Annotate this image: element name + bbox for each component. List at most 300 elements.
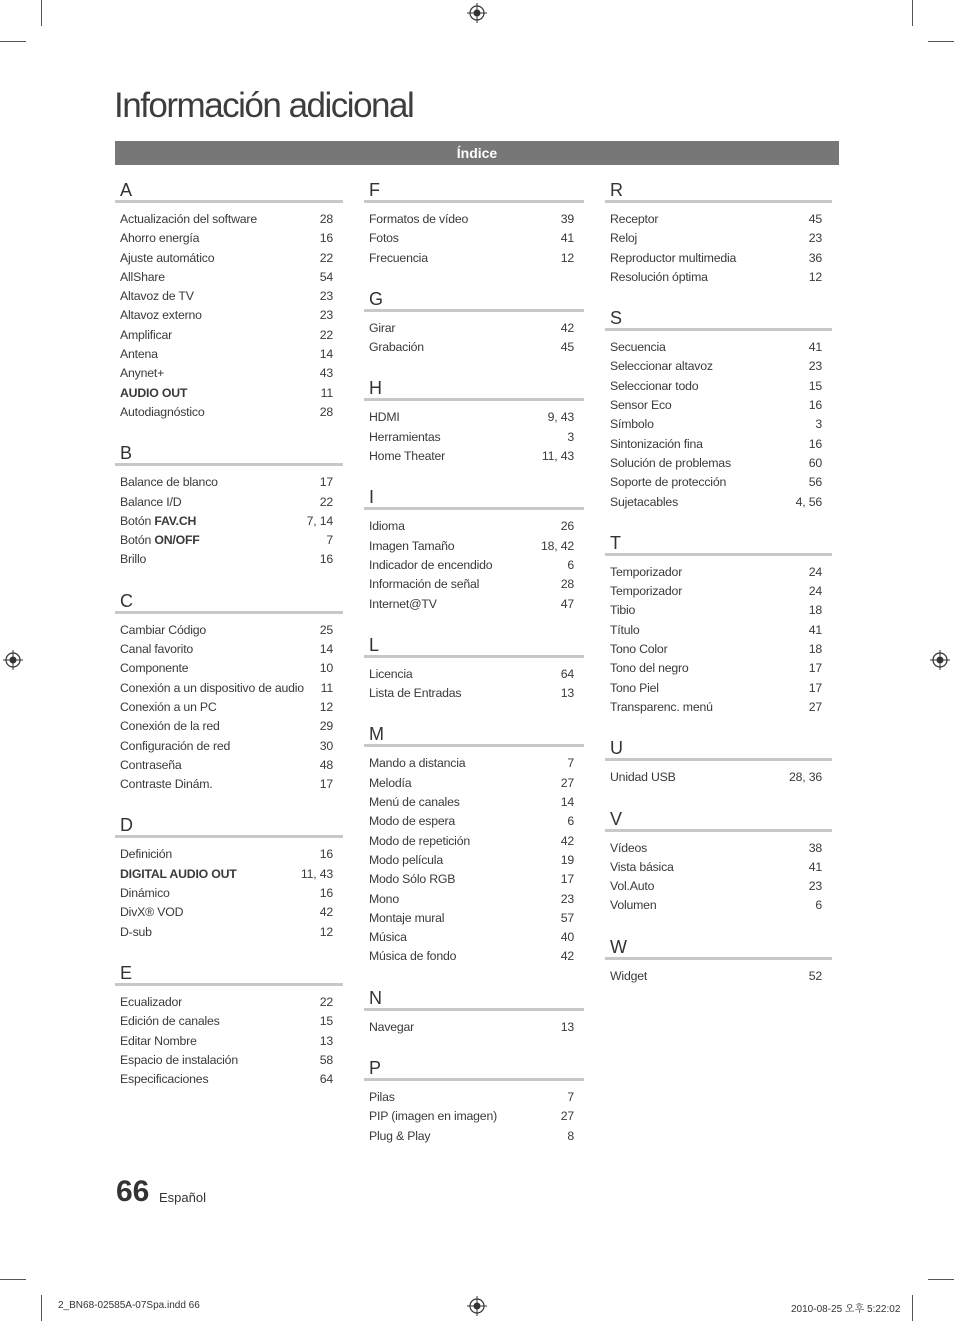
entry-term	[120, 531, 200, 550]
entry-page: 14	[560, 795, 574, 810]
entry-page: 17	[808, 661, 822, 676]
index-entry	[364, 229, 584, 248]
entry-term	[120, 493, 181, 512]
entry-page: 18, 42	[541, 538, 574, 553]
entry-term-text: Tono Piel	[610, 680, 659, 695]
index-entry	[364, 537, 584, 556]
registration-mark-icon	[3, 650, 23, 670]
entry-page: 39	[560, 212, 574, 226]
entry-term	[369, 812, 455, 831]
index-entry	[115, 845, 343, 864]
entry-page: 42	[560, 833, 574, 848]
entry-term	[120, 884, 170, 903]
entry-term	[369, 665, 413, 684]
entry-page: 64	[560, 666, 574, 681]
entry-page: 7	[326, 533, 333, 548]
crop-mark	[912, 1295, 913, 1321]
entry-term	[610, 493, 678, 512]
section-letter: M	[364, 724, 584, 747]
index-entry	[115, 512, 343, 531]
entry-term-text: Altavoz de TV	[120, 289, 194, 304]
entry-page: 22	[319, 327, 333, 342]
index-section	[605, 533, 832, 717]
entry-page: 57	[560, 910, 574, 925]
entry-term	[610, 563, 682, 582]
entry-page: 13	[319, 1033, 333, 1048]
section-letter: P	[364, 1058, 584, 1081]
entry-term	[610, 679, 659, 698]
entry-page: 16	[319, 847, 333, 862]
entry-page: 52	[808, 968, 822, 983]
entry-page: 27	[560, 1109, 574, 1124]
entry-term	[610, 621, 640, 640]
entry-page: 17	[560, 872, 574, 887]
index-entry	[364, 1088, 584, 1107]
entry-term	[610, 640, 667, 659]
index-entry	[115, 923, 343, 942]
index-section	[364, 487, 584, 613]
entry-page: 12	[560, 250, 574, 265]
index-entry	[115, 775, 343, 794]
page-language: Español	[159, 1190, 206, 1205]
index-entry	[605, 396, 832, 415]
index-entry	[605, 268, 832, 287]
index-section	[364, 635, 584, 704]
index-entry	[364, 832, 584, 851]
entry-term	[369, 947, 456, 966]
index-entry	[364, 210, 584, 229]
index-entry	[364, 774, 584, 793]
entry-term	[610, 435, 703, 454]
entry-page: 16	[319, 231, 333, 246]
index-entry	[364, 1127, 584, 1146]
entry-term-text: D-sub	[120, 924, 152, 939]
index-entry	[605, 768, 832, 787]
index-entry	[115, 884, 343, 903]
section-letter: I	[364, 487, 584, 510]
index-entry	[364, 338, 584, 357]
index-entry	[115, 268, 343, 287]
entry-term-text: Configuración de red	[120, 738, 231, 753]
entry-term-text: Licencia	[369, 666, 413, 681]
entry-page: 45	[560, 340, 574, 355]
entry-page: 25	[319, 622, 333, 637]
entry-term-text: Modo película	[369, 852, 443, 867]
index-entry	[364, 665, 584, 684]
section-letter: T	[605, 533, 832, 556]
entry-term-text: Contraseña	[120, 757, 182, 772]
index-section	[364, 1058, 584, 1146]
entry-term	[369, 793, 460, 812]
entry-term	[120, 679, 304, 698]
entry-page: 18	[808, 603, 822, 618]
entry-page: 24	[808, 584, 822, 599]
entry-term	[369, 909, 444, 928]
entry-page: 43	[319, 366, 333, 381]
entry-page: 23	[560, 891, 574, 906]
entry-term-text: Plug & Play	[369, 1128, 431, 1143]
crop-mark	[0, 1279, 26, 1280]
entry-term-text: Reloj	[610, 231, 638, 246]
index-section	[364, 988, 584, 1037]
entry-term-text: Ajuste automático	[120, 250, 215, 265]
entry-term-text: Girar	[369, 320, 396, 335]
entry-term	[610, 396, 672, 415]
index-entry	[115, 473, 343, 492]
entry-term-text: Montaje mural	[369, 910, 445, 925]
entry-page: 41	[808, 340, 822, 355]
entry-term-text: Símbolo	[610, 417, 654, 432]
entry-page: 16	[319, 552, 333, 567]
entry-page: 13	[560, 686, 574, 701]
entry-term-text: Resolución óptima	[610, 269, 708, 284]
section-letter: L	[364, 635, 584, 658]
entry-term	[610, 839, 647, 858]
entry-page: 56	[808, 475, 822, 490]
index-entry	[605, 357, 832, 376]
entry-page: 16	[808, 398, 822, 413]
index-entry	[605, 229, 832, 248]
index-entry	[605, 896, 832, 915]
section-letter: S	[605, 308, 832, 331]
entry-term-text: Seleccionar todo	[610, 378, 699, 393]
entry-page: 8	[567, 1128, 574, 1143]
entry-term-text: Botón	[120, 513, 155, 528]
index-entry	[605, 435, 832, 454]
entry-term-text: Unidad USB	[610, 770, 676, 785]
index-entry	[115, 210, 343, 229]
index-entry	[364, 517, 584, 536]
entry-page: 58	[319, 1052, 333, 1067]
entry-term	[120, 903, 183, 922]
entry-term-text: Canal favorito	[120, 642, 194, 657]
section-letter: G	[364, 289, 584, 312]
entry-term-text: Autodiagnóstico	[120, 404, 205, 419]
entry-term-text: Seleccionar altavoz	[610, 359, 713, 374]
entry-page: 48	[319, 757, 333, 772]
entry-term-text: Vista básica	[610, 859, 674, 874]
entry-term-text: Título	[610, 622, 640, 637]
index-entry	[115, 229, 343, 248]
entry-term	[610, 858, 674, 877]
entry-term-text: Componente	[120, 661, 189, 676]
entry-page: 36	[808, 250, 822, 265]
crop-mark	[928, 41, 954, 42]
entry-term	[369, 684, 461, 703]
entry-term	[610, 967, 647, 986]
section-letter: E	[115, 963, 343, 986]
entry-page: 29	[319, 719, 333, 734]
entry-term	[369, 319, 395, 338]
crop-mark	[928, 1279, 954, 1280]
entry-page: 17	[319, 777, 333, 792]
crop-mark	[0, 41, 26, 42]
index-column-1	[115, 180, 343, 1110]
index-entry	[364, 890, 584, 909]
index-section	[364, 378, 584, 466]
entry-term-text: Modo de espera	[369, 814, 456, 829]
index-entry	[115, 698, 343, 717]
index-entry	[364, 575, 584, 594]
entry-term	[120, 1070, 208, 1089]
index-entry	[364, 447, 584, 466]
entry-term	[120, 1051, 238, 1070]
entry-page: 9, 43	[547, 410, 574, 425]
index-entry	[115, 287, 343, 306]
index-entry	[605, 601, 832, 620]
entry-page: 16	[808, 436, 822, 451]
entry-term	[120, 640, 193, 659]
entry-term	[369, 832, 470, 851]
entry-term-bold: DIGITAL AUDIO OUT	[120, 866, 237, 881]
entry-page: 6	[815, 898, 822, 913]
entry-term-text: Formatos de vídeo	[369, 212, 469, 226]
index-entry	[605, 582, 832, 601]
index-section	[605, 937, 832, 986]
entry-term	[610, 473, 726, 492]
index-section	[605, 308, 832, 512]
index-section	[364, 289, 584, 358]
entry-term	[120, 698, 217, 717]
entry-term	[120, 210, 257, 229]
entry-page: 38	[808, 840, 822, 855]
entry-term-text: Botón	[120, 533, 155, 548]
crop-mark	[912, 0, 913, 26]
entry-page: 42	[319, 905, 333, 920]
entry-term	[120, 512, 196, 531]
entry-term	[369, 556, 492, 575]
entry-page: 3	[567, 429, 574, 444]
entry-page: 15	[808, 378, 822, 393]
entry-term-text: Anynet+	[120, 366, 165, 381]
entry-page: 64	[319, 1072, 333, 1087]
entry-page: 54	[319, 269, 333, 284]
entry-term	[120, 268, 165, 287]
entry-page: 17	[319, 475, 333, 490]
index-entry	[364, 1018, 584, 1037]
entry-term	[369, 517, 405, 536]
index-entry	[115, 717, 343, 736]
index-entry	[605, 338, 832, 357]
entry-term-text: Altavoz externo	[120, 308, 202, 323]
entry-page: 24	[808, 564, 822, 579]
entry-page: 19	[560, 852, 574, 867]
index-entry	[364, 428, 584, 447]
entry-term-text: Sujetacables	[610, 494, 679, 509]
entry-term	[610, 229, 637, 248]
entry-page: 23	[319, 308, 333, 323]
index-entry	[364, 754, 584, 773]
section-letter: C	[115, 591, 343, 614]
index-entry	[364, 928, 584, 947]
index-entry	[364, 319, 584, 338]
index-entry	[115, 1032, 343, 1051]
section-letter: N	[364, 988, 584, 1011]
index-entry	[605, 210, 832, 229]
entry-term-text: Melodía	[369, 775, 412, 790]
slug-date: 2010-08-25 오후 5:22:02	[791, 1304, 901, 1315]
index-entry	[605, 967, 832, 986]
entry-page: 41	[808, 622, 822, 637]
index-entry	[605, 377, 832, 396]
entry-page: 11, 43	[300, 866, 333, 881]
index-entry	[115, 326, 343, 345]
index-section	[605, 809, 832, 916]
index-entry	[115, 364, 343, 383]
index-entry	[605, 454, 832, 473]
entry-term-text: Conexión a un dispositivo de audio	[120, 680, 304, 695]
entry-term	[610, 357, 713, 376]
entry-term-text: Reproductor multimedia	[610, 250, 737, 265]
entry-page: 15	[319, 1014, 333, 1029]
index-entry	[364, 909, 584, 928]
index-entry	[115, 756, 343, 775]
entry-page: 11, 43	[541, 449, 574, 464]
entry-term-text: Definición	[120, 847, 172, 862]
index-entry	[115, 384, 343, 403]
entry-term-text: Mando a distancia	[369, 756, 466, 771]
entry-term-text: Indicador de encendido	[369, 557, 493, 572]
entry-term	[369, 575, 479, 594]
section-letter: W	[605, 937, 832, 960]
index-entry	[605, 659, 832, 678]
index-entry	[364, 1107, 584, 1126]
entry-term	[120, 345, 158, 364]
index-entry	[115, 1051, 343, 1070]
index-entry	[115, 737, 343, 756]
entry-page: 14	[319, 642, 333, 657]
entry-page: 11	[320, 385, 333, 400]
entry-page: 18	[808, 642, 822, 657]
index-column-2	[364, 180, 584, 1167]
entry-term-text: Música	[369, 930, 407, 945]
entry-page: 12	[319, 699, 333, 714]
entry-term-text: Amplificar	[120, 327, 172, 342]
entry-term-text: Lista de Entradas	[369, 686, 462, 701]
entry-term-text: Fotos	[369, 231, 399, 246]
entry-term	[369, 210, 468, 229]
index-column-3	[605, 180, 832, 1007]
entry-term	[120, 1012, 220, 1031]
entry-page: 27	[808, 699, 822, 714]
entry-term-text: Solución de problemas	[610, 455, 731, 470]
entry-term	[369, 1127, 430, 1146]
index-entry	[364, 851, 584, 870]
entry-term-text: Tono del negro	[610, 661, 689, 676]
entry-term-text: Tono Color	[610, 642, 668, 657]
entry-term-text: Sensor Eco	[610, 398, 672, 413]
section-letter: B	[115, 443, 343, 466]
entry-term-text: HDMI	[369, 410, 400, 425]
index-entry	[115, 679, 343, 698]
entry-term	[369, 754, 465, 773]
entry-term	[120, 403, 205, 422]
entry-term-text: Receptor	[610, 212, 659, 226]
entry-term	[120, 865, 237, 884]
entry-term	[120, 287, 194, 306]
index-section	[115, 443, 343, 569]
entry-term-text: Cambiar Código	[120, 622, 207, 637]
entry-page: 42	[560, 320, 574, 335]
index-section	[364, 724, 584, 966]
section-letter: F	[364, 180, 584, 203]
entry-page: 27	[560, 775, 574, 790]
entry-term-text: Pilas	[369, 1090, 395, 1105]
entry-term-text: Idioma	[369, 519, 405, 534]
entry-term-bold: ON/OFF	[154, 533, 200, 548]
entry-term	[610, 698, 713, 717]
entry-term	[369, 537, 454, 556]
entry-term-text: Información de señal	[369, 577, 480, 592]
entry-page: 26	[560, 519, 574, 534]
entry-term-text: Espacio de instalación	[120, 1052, 238, 1067]
entry-term-text: Contraste Dinám.	[120, 777, 213, 792]
entry-term-text: Mono	[369, 891, 399, 906]
entry-term	[120, 923, 152, 942]
entry-term-text: Edición de canales	[120, 1014, 220, 1029]
index-entry	[115, 640, 343, 659]
entry-page: 22	[319, 994, 333, 1009]
entry-term	[120, 993, 182, 1012]
index-section	[115, 815, 343, 941]
entry-term	[610, 377, 698, 396]
entry-term	[369, 890, 399, 909]
entry-term-text: Transparenc. menú	[610, 699, 713, 714]
index-entry	[115, 865, 343, 884]
entry-term	[120, 326, 172, 345]
entry-page: 16	[319, 886, 333, 901]
entry-term-text: Widget	[610, 968, 648, 983]
entry-term	[369, 595, 437, 614]
crop-mark	[41, 0, 42, 26]
page-title: Información adicional	[114, 86, 414, 125]
entry-term	[610, 896, 656, 915]
index-section	[605, 738, 832, 787]
index-entry	[115, 249, 343, 268]
entry-term	[120, 737, 230, 756]
index-entry	[115, 1070, 343, 1089]
entry-term-text: Sintonización fina	[610, 436, 703, 451]
entry-term	[369, 249, 428, 268]
entry-term	[120, 756, 182, 775]
entry-term-text: Temporizador	[610, 564, 683, 579]
index-entry	[364, 249, 584, 268]
section-letter: H	[364, 378, 584, 401]
index-entry	[605, 640, 832, 659]
index-entry	[115, 550, 343, 569]
registration-mark-icon	[930, 650, 950, 670]
index-section	[115, 180, 343, 422]
entry-term-text: Vídeos	[610, 840, 648, 855]
index-entry	[605, 858, 832, 877]
section-letter: U	[605, 738, 832, 761]
entry-term-text: Volumen	[610, 898, 657, 913]
entry-page: 22	[319, 494, 333, 509]
entry-page: 23	[808, 879, 822, 894]
entry-page: 41	[560, 231, 574, 246]
index-entry	[115, 993, 343, 1012]
entry-term	[610, 210, 658, 229]
entry-term	[369, 870, 455, 889]
entry-page: 12	[808, 269, 822, 284]
entry-page: 12	[319, 924, 333, 939]
registration-mark-icon	[467, 1296, 487, 1316]
entry-term-text: PIP (imagen en imagen)	[369, 1109, 497, 1124]
entry-page: 28, 36	[789, 770, 822, 785]
entry-term	[369, 851, 443, 870]
entry-term-text: Navegar	[369, 1019, 415, 1034]
entry-page: 28	[319, 212, 333, 226]
